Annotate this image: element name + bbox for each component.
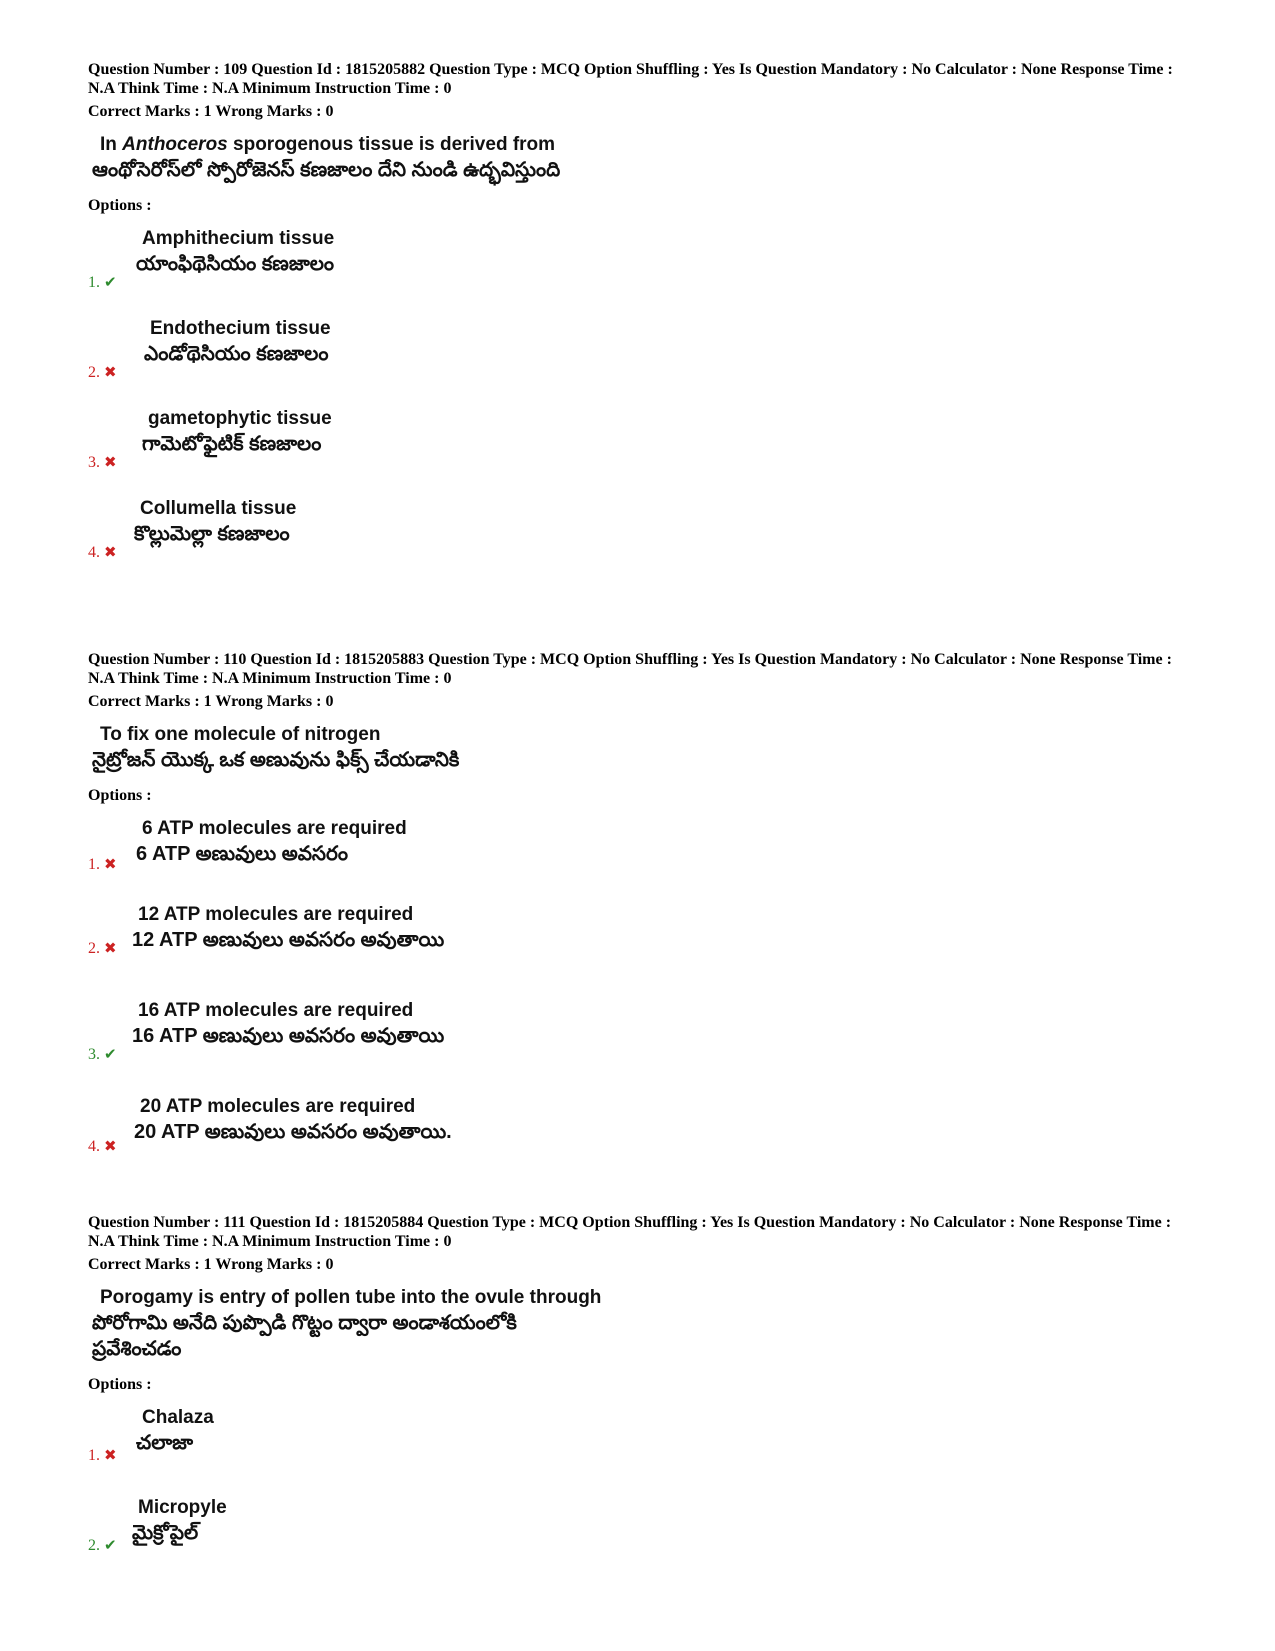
option-text-en: Amphithecium tissue: [142, 228, 335, 249]
option-text-te: 12 ATP అణువులు అవసరం అవుతాయి: [132, 929, 445, 951]
option-text-en: 6 ATP molecules are required: [142, 818, 407, 839]
check-icon: ✔: [104, 1538, 117, 1554]
option-text: [144, 317, 331, 367]
option-text-te: 20 ATP అణువులు అవసరం అవుతాయి.: [134, 1121, 452, 1143]
option: [88, 1484, 1198, 1574]
question-marks: Correct Marks : 1 Wrong Marks : 0: [88, 103, 334, 120]
option-text: [132, 903, 444, 953]
option-text: [142, 407, 332, 457]
options-label: Options :: [88, 1376, 152, 1393]
cross-icon: ✖: [104, 1139, 117, 1155]
question-text-en-post: sporogenous tissue is derived from: [227, 134, 556, 155]
option-text-te: 6 ATP అణువులు అవసరం: [136, 843, 348, 865]
option: [88, 987, 1198, 1083]
question-text-en: [88, 133, 1198, 157]
option-text: [134, 1095, 452, 1145]
option-text: [134, 497, 296, 547]
option-text-te: చలాజా: [136, 1432, 194, 1454]
cross-icon: ✖: [104, 857, 117, 873]
option-number-label: 2.: [88, 364, 100, 381]
question-block: [88, 1213, 1198, 1574]
option-text-en: gametophytic tissue: [148, 408, 332, 429]
options-label: Options :: [88, 787, 152, 804]
question-meta: Question Number : 109 Question Id : 1815205882 Question Type : MCQ Option Shuffling : Yes Is Question Mandatory : No Calculator : None Response Time : N.A Think Time : N.A Minimum Instruction Time : 0: [88, 61, 1173, 97]
option-number: [88, 1446, 117, 1465]
option-text-en: Micropyle: [138, 1497, 227, 1518]
option-text-en: Endothecium tissue: [150, 318, 331, 339]
question-block: [88, 650, 1198, 1169]
question-text-en-italic: Anthoceros: [122, 134, 228, 155]
question-text: [88, 133, 1198, 183]
question-text-en: [88, 1286, 608, 1310]
option-number-label: 3.: [88, 1046, 100, 1063]
option-number-label: 4.: [88, 1138, 100, 1155]
option-text: [136, 227, 334, 277]
option-number-label: 3.: [88, 454, 100, 471]
cross-icon: ✖: [104, 941, 117, 957]
option: [88, 891, 1198, 987]
option-number: [88, 543, 117, 562]
option-number-label: 2.: [88, 1537, 100, 1554]
option-number: [88, 1536, 117, 1555]
option-number: [88, 273, 117, 292]
question-text-te: ఆంథోసెరోస్‌లో స్పోరోజెనస్ కణజాలం దేని నుండి ఉద్భవిస్తుంది: [92, 159, 561, 181]
option-number: [88, 1137, 117, 1156]
question-block: [88, 60, 1198, 575]
option-number: [88, 939, 117, 958]
question-text-en-pre: To fix one molecule of nitrogen: [100, 724, 381, 745]
option-text-en: Chalaza: [142, 1407, 214, 1428]
option-text-te: ఎండోథెసియం కణజాలం: [144, 343, 329, 365]
question-text-en: [88, 723, 1198, 747]
option-text-te: గామెటోఫైటిక్ కణజాలం: [142, 433, 322, 455]
check-icon: ✔: [104, 275, 117, 291]
question-text-te: పోరోగామి అనేది పుప్పొడి గొట్టం ద్వారా అండాశయంలోకి ప్రవేశించడం: [92, 1312, 517, 1360]
option-text-en: 20 ATP molecules are required: [140, 1096, 416, 1117]
option-text: [132, 1496, 227, 1546]
question-meta: Question Number : 111 Question Id : 1815205884 Question Type : MCQ Option Shuffling : Yes Is Question Mandatory : No Calculator : None Response Time : N.A Think Time : N.A Minimum Instruction Time : 0: [88, 1214, 1172, 1250]
option-text-te: కొల్లుమెల్లా కణజాలం: [134, 523, 290, 545]
option-text-te: మైక్రోపైల్: [132, 1522, 199, 1544]
cross-icon: ✖: [104, 545, 117, 561]
question-marks: Correct Marks : 1 Wrong Marks : 0: [88, 1256, 334, 1273]
option-number-label: 1.: [88, 856, 100, 873]
cross-icon: ✖: [104, 455, 117, 471]
option-number: [88, 855, 117, 874]
cross-icon: ✖: [104, 365, 117, 381]
option: [88, 1083, 1198, 1169]
question-meta: Question Number : 110 Question Id : 1815205883 Question Type : MCQ Option Shuffling : Yes Is Question Mandatory : No Calculator : None Response Time : N.A Think Time : N.A Minimum Instruction Time : 0: [88, 651, 1172, 687]
option-text-te: 16 ATP అణువులు అవసరం అవుతాయి: [132, 1025, 445, 1047]
option: [88, 485, 1198, 575]
question-text-en-pre: In: [100, 134, 123, 155]
option-text: [136, 1406, 214, 1456]
question-text: [88, 723, 1198, 773]
option-text-en: 16 ATP molecules are required: [138, 1000, 414, 1021]
option: [88, 805, 1198, 891]
check-icon: ✔: [104, 1047, 117, 1063]
option: [88, 215, 1198, 305]
question-text: [88, 1286, 608, 1362]
cross-icon: ✖: [104, 1448, 117, 1464]
option: [88, 395, 1198, 485]
question-text-te: నైట్రోజన్ యొక్క ఒక అణువును ఫిక్స్ చేయడానికి: [92, 749, 460, 771]
option: [88, 305, 1198, 395]
option-text-en: 12 ATP molecules are required: [138, 904, 414, 925]
option-number-label: 1.: [88, 1447, 100, 1464]
question-marks: Correct Marks : 1 Wrong Marks : 0: [88, 693, 334, 710]
option-number: [88, 453, 117, 472]
option-number: [88, 363, 117, 382]
option-text-te: యాంఫిథెసియం కణజాలం: [136, 253, 335, 275]
option-number-label: 1.: [88, 274, 100, 291]
option-number-label: 2.: [88, 940, 100, 957]
option: [88, 1394, 1198, 1484]
options-label: Options :: [88, 197, 152, 214]
option-text: [132, 999, 444, 1049]
option-number-label: 4.: [88, 544, 100, 561]
option-number: [88, 1045, 117, 1064]
question-text-en-pre: Porogamy is entry of pollen tube into the ovule through: [100, 1287, 602, 1308]
option-text: [136, 817, 407, 867]
option-text-en: Collumella tissue: [140, 498, 297, 519]
